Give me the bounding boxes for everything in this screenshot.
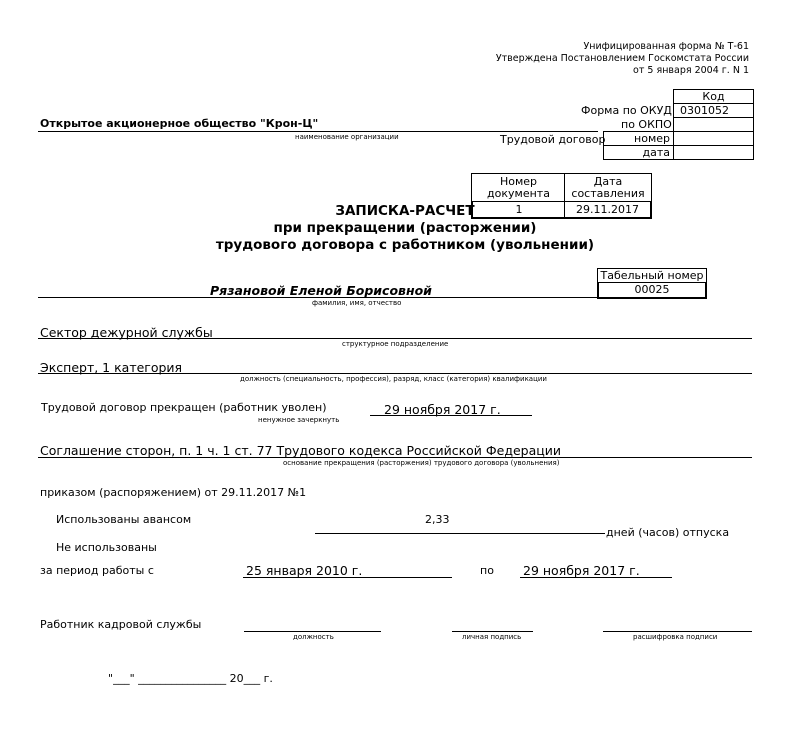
hr-signature-caption: личная подпись: [462, 633, 522, 641]
period-label: за период работы с: [40, 564, 154, 577]
employee-name: Рязановой Еленой Борисовной: [210, 283, 432, 298]
unused-label: Не использованы: [56, 541, 157, 554]
department-value: Сектор дежурной службы: [40, 325, 213, 340]
okud-value: 0301052: [673, 103, 754, 118]
employee-line: [38, 297, 598, 298]
tab-number-header: Табельный номер: [597, 268, 707, 283]
contract-number-value: [673, 131, 754, 146]
contract-number-label: номер: [603, 131, 674, 146]
date-year-blank: ___: [243, 672, 261, 685]
hr-decode-caption: расшифровка подписи: [633, 633, 718, 641]
title-line3: трудового договора с работником (увольнении): [215, 237, 595, 253]
period-to-line: [520, 577, 672, 578]
date-quote-open: ": [108, 672, 114, 685]
hr-signature-line: [452, 631, 533, 632]
doc-date-value: 29.11.2017: [564, 201, 652, 219]
position-value: Эксперт, 1 категория: [40, 360, 183, 375]
advance-value: 2,33: [425, 513, 450, 526]
days-label: дней (часов) отпуска: [606, 526, 730, 539]
advance-label: Использованы авансом: [56, 513, 192, 526]
organization-line: [38, 131, 598, 132]
period-to: 29 ноября 2017 г.: [523, 563, 640, 578]
doc-number-value: 1: [471, 201, 565, 219]
basis-line: [38, 457, 752, 458]
organization-name: Открытое акционерное общество "Крон-Ц": [40, 117, 319, 130]
tab-number-value: 00025: [597, 282, 707, 299]
hr-decode-line: [603, 631, 752, 632]
organization-caption: наименование организации: [295, 133, 399, 141]
hr-position-line: [244, 631, 381, 632]
period-to-label: по: [480, 564, 494, 577]
form-header-line2: Утверждена Постановлением Госкомстата России: [495, 53, 749, 64]
advance-line: [315, 533, 605, 534]
department-caption: структурное подразделение: [342, 340, 449, 348]
contract-date-value: [673, 145, 754, 160]
title-line1: ЗАПИСКА-РАСЧЕТ: [335, 203, 475, 219]
form-header-line3: от 5 января 2004 г. N 1: [633, 65, 749, 76]
basis-caption: основание прекращения (расторжения) трудового договора (увольнения): [283, 459, 560, 467]
doc-number-header: Номер документа: [471, 173, 565, 202]
contract-label: Трудовой договор: [500, 133, 606, 146]
code-header: Код: [673, 89, 754, 104]
title-line2: при прекращении (расторжении): [273, 220, 537, 236]
termination-caption: ненужное зачеркнуть: [258, 416, 340, 424]
position-line: [38, 373, 752, 374]
termination-label: Трудовой договор прекращен (работник уволен): [41, 401, 327, 414]
hr-position-caption: должность: [293, 633, 334, 641]
contract-date-label: дата: [603, 145, 674, 160]
basis-value: Соглашение сторон, п. 1 ч. 1 ст. 77 Трудового кодекса Российской Федерации: [40, 443, 561, 458]
employee-caption: фамилия, имя, отчество: [312, 299, 402, 307]
date-year-suffix: г.: [263, 672, 273, 685]
date-line: [108, 672, 273, 685]
hr-label: Работник кадровой службы: [40, 618, 202, 631]
department-line: [38, 338, 752, 339]
order-text: приказом (распоряжением) от 29.11.2017 №1: [40, 486, 307, 499]
form-header-line1: Унифицированная форма № Т-61: [583, 41, 749, 52]
okpo-label: по ОКПО: [621, 118, 672, 131]
date-day-blank: ___: [113, 672, 130, 685]
termination-date-line: [370, 415, 532, 416]
date-year-prefix: 20: [229, 672, 244, 685]
date-month-blank: ________________: [138, 672, 227, 685]
doc-date-header: Дата составления: [564, 173, 652, 202]
period-from: 25 января 2010 г.: [246, 563, 363, 578]
position-caption: должность (специальность, профессия), разряд, класс (категория) квалификации: [240, 375, 547, 383]
okpo-value: [673, 117, 754, 132]
termination-date: 29 ноября 2017 г.: [384, 402, 501, 417]
period-from-line: [243, 577, 452, 578]
okud-label: Форма по ОКУД: [581, 104, 672, 117]
date-quote-close: ": [129, 672, 135, 685]
